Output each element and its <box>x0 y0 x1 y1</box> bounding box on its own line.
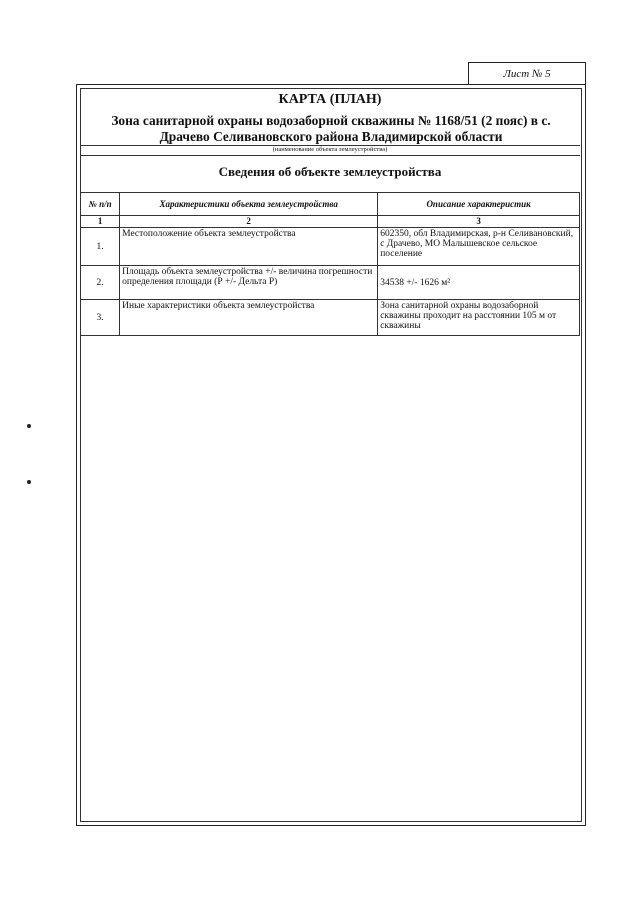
row-number: 3. <box>81 300 120 336</box>
divider <box>80 155 580 156</box>
column-number: 2 <box>120 216 378 228</box>
punch-hole-mark <box>27 424 31 428</box>
document-title: КАРТА (ПЛАН) <box>278 92 382 107</box>
row-description: Зона санитарной охраны водозаборной скважины проходит на расстоянии 105 м от скважины <box>378 300 580 336</box>
column-number: 3 <box>378 216 580 228</box>
column-number-row <box>81 216 580 228</box>
column-number: 1 <box>81 216 120 228</box>
header-characteristic: Характеристики объекта землеустройства <box>120 193 378 216</box>
table-row <box>81 300 580 336</box>
row-characteristic: Местоположение объекта землеустройства <box>120 228 378 266</box>
row-characteristic: Иные характеристики объекта землеустройства <box>120 300 378 336</box>
subtitle-line-2: Драчево Селивановского района Владимирской области <box>159 129 503 144</box>
section-title: Сведения об объекте землеустройства <box>218 164 442 179</box>
row-description: 602350, обл Владимирская, р-н Селивановский, с Драчево, МО Малышевское сельское поселение <box>378 228 580 266</box>
row-number: 2. <box>81 266 120 300</box>
subtitle-line-1: Зона санитарной охраны водозаборной скважины № 1168/51 (2 пояс) в с. <box>111 113 551 128</box>
row-description: 34538 +/- 1626 м² <box>378 266 580 300</box>
table-header-row <box>81 193 580 216</box>
table-row <box>81 228 580 266</box>
punch-hole-mark <box>27 480 31 484</box>
document-subtitle <box>96 113 566 145</box>
row-characteristic: Площадь объекта землеустройства +/- величина погрешности определения площади (Р +/- Дельта Р) <box>120 266 378 300</box>
sheet-number: Лист № 5 <box>468 62 586 85</box>
object-info-table <box>80 192 580 336</box>
header-num: № п/п <box>81 193 120 216</box>
header-description: Описание характеристик <box>378 193 580 216</box>
row-number: 1. <box>81 228 120 266</box>
table-row <box>81 266 580 300</box>
object-caption: (наименование объекта землеустройства) <box>272 146 388 153</box>
